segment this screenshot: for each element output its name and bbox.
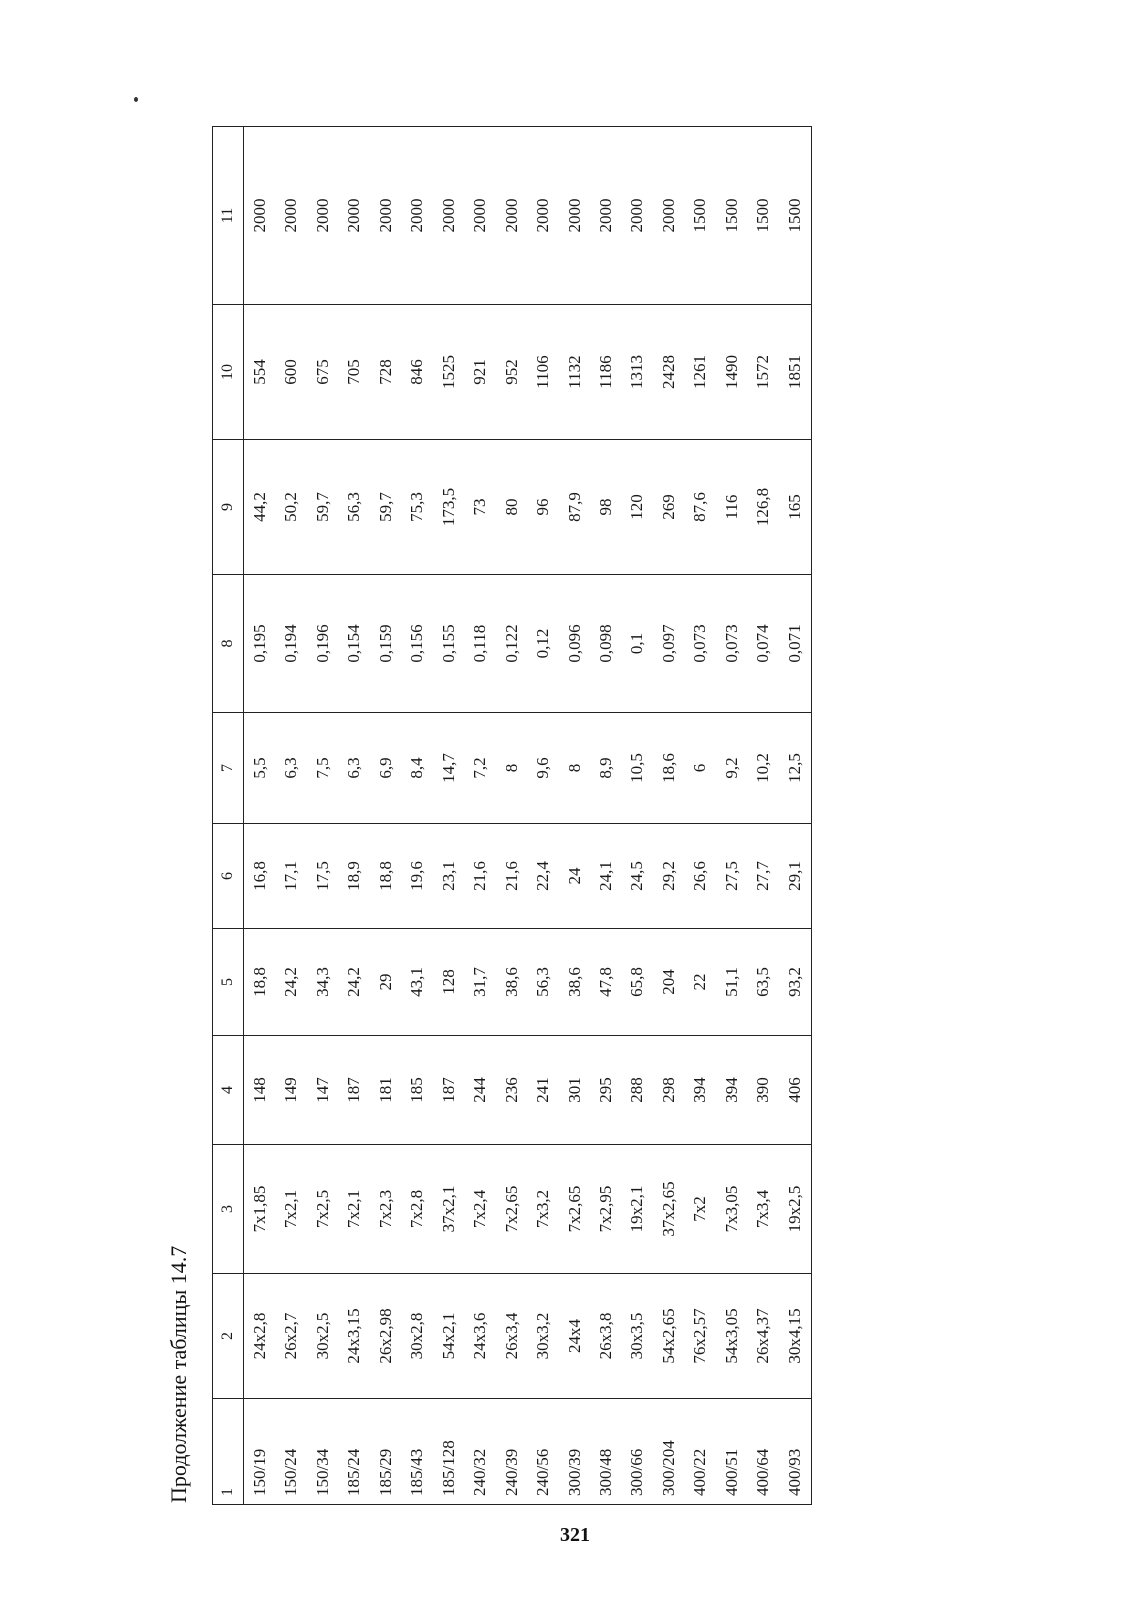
table-row [590, 127, 621, 1505]
table-cell: 27,7 [748, 824, 779, 929]
table-cell: 38,6 [559, 929, 590, 1036]
table-cell: 0,073 [716, 575, 747, 713]
table-cell: 2000 [339, 127, 370, 305]
table-cell: 600 [276, 305, 307, 440]
table-cell: 6,3 [276, 713, 307, 824]
table-cell: 27,5 [716, 824, 747, 929]
table-cell: 6,3 [339, 713, 370, 824]
table-cell: 0,071 [779, 575, 812, 713]
table-cell: 241 [527, 1036, 558, 1145]
table-cell: 7x2,1 [276, 1145, 307, 1274]
table-cell: 150/19 [244, 1399, 276, 1505]
table-cell: 24,2 [339, 929, 370, 1036]
table-cell: 187 [339, 1036, 370, 1145]
table-cell: 2000 [244, 127, 276, 305]
table-cell: 17,5 [307, 824, 338, 929]
table-cell: 96 [527, 440, 558, 575]
table-cell: 0,195 [244, 575, 276, 713]
table-cell: 14,7 [433, 713, 464, 824]
table-cell: 7x2,65 [496, 1145, 527, 1274]
column-header-10: 10 [213, 305, 244, 440]
table-cell: 1490 [716, 305, 747, 440]
table-row [685, 127, 716, 1505]
table-cell: 921 [464, 305, 495, 440]
table-cell: 0,196 [307, 575, 338, 713]
table-cell: 19,6 [402, 824, 433, 929]
table-cell: 12,5 [779, 713, 812, 824]
table-row [653, 127, 684, 1505]
table-cell: 236 [496, 1036, 527, 1145]
table-cell: 400/22 [685, 1399, 716, 1505]
table-row [716, 127, 747, 1505]
table-cell: 300/48 [590, 1399, 621, 1505]
table-cell: 29,2 [653, 824, 684, 929]
table-cell: 7x2,95 [590, 1145, 621, 1274]
table-cell: 300/66 [622, 1399, 653, 1505]
table-cell: 173,5 [433, 440, 464, 575]
table-cell: 2000 [370, 127, 401, 305]
table-cell: 952 [496, 305, 527, 440]
column-header-4: 4 [213, 1036, 244, 1145]
table-cell: 51,1 [716, 929, 747, 1036]
table-cell: 9,2 [716, 713, 747, 824]
table-cell: 24,2 [276, 929, 307, 1036]
table-cell: 6,9 [370, 713, 401, 824]
table-cell: 1261 [685, 305, 716, 440]
table-cell: 126,8 [748, 440, 779, 575]
table-cell: 30x3,5 [622, 1274, 653, 1399]
table-cell: 73 [464, 440, 495, 575]
column-header-7: 7 [213, 713, 244, 824]
table-cell: 31,7 [464, 929, 495, 1036]
table-cell: 149 [276, 1036, 307, 1145]
table-cell: 37x2,65 [653, 1145, 684, 1274]
table-cell: 22 [685, 929, 716, 1036]
table-cell: 2000 [653, 127, 684, 305]
table-cell: 17,1 [276, 824, 307, 929]
table-cell: 2000 [276, 127, 307, 305]
table-cell: 37x2,1 [433, 1145, 464, 1274]
table-cell: 394 [716, 1036, 747, 1145]
table-cell: 26x3,4 [496, 1274, 527, 1399]
header-row [213, 127, 244, 1505]
table-cell: 26x2,7 [276, 1274, 307, 1399]
table-cell: 0,097 [653, 575, 684, 713]
table-cell: 10,2 [748, 713, 779, 824]
table-cell: 400/93 [779, 1399, 812, 1505]
table-cell: 390 [748, 1036, 779, 1145]
table-cell: 7x3,2 [527, 1145, 558, 1274]
table-cell: 150/34 [307, 1399, 338, 1505]
table-cell: 7x2,5 [307, 1145, 338, 1274]
table-cell: 2000 [496, 127, 527, 305]
table-cell: 0,159 [370, 575, 401, 713]
table-cell: 7x2,1 [339, 1145, 370, 1274]
table-cell: 7x3,4 [748, 1145, 779, 1274]
table-cell: 269 [653, 440, 684, 575]
table-cell: 0,118 [464, 575, 495, 713]
table-cell: 43,1 [402, 929, 433, 1036]
table-cell: 185/128 [433, 1399, 464, 1505]
table-cell: 29,1 [779, 824, 812, 929]
table-cell: 24,1 [590, 824, 621, 929]
table-row [402, 127, 433, 1505]
table-cell: 7,5 [307, 713, 338, 824]
table-cell: 18,6 [653, 713, 684, 824]
table-cell: 244 [464, 1036, 495, 1145]
table-cell: 2000 [590, 127, 621, 305]
table-cell: 288 [622, 1036, 653, 1145]
table-cell: 554 [244, 305, 276, 440]
table-cell: 38,6 [496, 929, 527, 1036]
column-header-2: 2 [213, 1274, 244, 1399]
table-cell: 7,2 [464, 713, 495, 824]
table-cell: 6 [685, 713, 716, 824]
table-cell: 7x2,4 [464, 1145, 495, 1274]
table-cell: 240/32 [464, 1399, 495, 1505]
table-cell: 24 [559, 824, 590, 929]
table-row [622, 127, 653, 1505]
column-header-11: 11 [213, 127, 244, 305]
column-header-6: 6 [213, 824, 244, 929]
column-header-1: 1 [213, 1399, 244, 1505]
table-cell: 47,8 [590, 929, 621, 1036]
table-cell: 1500 [685, 127, 716, 305]
table-cell: 1313 [622, 305, 653, 440]
table-cell: 7x2,8 [402, 1145, 433, 1274]
table-cell: 56,3 [339, 440, 370, 575]
table-cell: 8,9 [590, 713, 621, 824]
table-body [244, 127, 812, 1505]
table-cell: 181 [370, 1036, 401, 1145]
table-cell: 56,3 [527, 929, 558, 1036]
table-row [276, 127, 307, 1505]
table-cell: 10,5 [622, 713, 653, 824]
table-cell: 300/204 [653, 1399, 684, 1505]
table-cell: 2000 [402, 127, 433, 305]
page-number: 321 [560, 1524, 590, 1546]
table-cell: 1500 [748, 127, 779, 305]
table-cell: 400/51 [716, 1399, 747, 1505]
table-cell: 0,098 [590, 575, 621, 713]
table-cell: 2000 [307, 127, 338, 305]
table-cell: 50,2 [276, 440, 307, 575]
table-cell: 26x2,98 [370, 1274, 401, 1399]
table-cell: 7x2,3 [370, 1145, 401, 1274]
table-cell: 7x2,65 [559, 1145, 590, 1274]
table-cell: 0,073 [685, 575, 716, 713]
table-cell: 2000 [622, 127, 653, 305]
table-cell: 24x4 [559, 1274, 590, 1399]
data-table [212, 126, 812, 1505]
table-cell: 26x3,8 [590, 1274, 621, 1399]
table-cell: 19x2,1 [622, 1145, 653, 1274]
table-cell: 29 [370, 929, 401, 1036]
table-row [433, 127, 464, 1505]
table-row [464, 127, 495, 1505]
table-cell: 24x2,8 [244, 1274, 276, 1399]
table-cell: 675 [307, 305, 338, 440]
table-row [244, 127, 276, 1505]
table-cell: 21,6 [496, 824, 527, 929]
table-cell: 59,7 [370, 440, 401, 575]
table-cell: 120 [622, 440, 653, 575]
table-cell: 187 [433, 1036, 464, 1145]
table-cell: 24x3,15 [339, 1274, 370, 1399]
table-cell: 34,3 [307, 929, 338, 1036]
table-cell: 24,5 [622, 824, 653, 929]
table-cell: 295 [590, 1036, 621, 1145]
table-cell: 240/39 [496, 1399, 527, 1505]
column-header-3: 3 [213, 1145, 244, 1274]
table-cell: 0,194 [276, 575, 307, 713]
table-cell: 301 [559, 1036, 590, 1145]
table-cell: 65,8 [622, 929, 653, 1036]
table-cell: 846 [402, 305, 433, 440]
table-cell: 54x3,05 [716, 1274, 747, 1399]
table-cell: 116 [716, 440, 747, 575]
table-cell: 7x3,05 [716, 1145, 747, 1274]
table-cell: 1132 [559, 305, 590, 440]
table-cell: 0,096 [559, 575, 590, 713]
table-cell: 185/29 [370, 1399, 401, 1505]
table-caption: Продолжение таблицы 14.7 [166, 1245, 191, 1503]
table-cell: 0,12 [527, 575, 558, 713]
table-cell: 150/24 [276, 1399, 307, 1505]
table-cell: 300/39 [559, 1399, 590, 1505]
table-cell: 406 [779, 1036, 812, 1145]
table-row [559, 127, 590, 1505]
table-cell: 7x2 [685, 1145, 716, 1274]
table-cell: 21,6 [464, 824, 495, 929]
table-cell: 2000 [464, 127, 495, 305]
table-cell: 204 [653, 929, 684, 1036]
table-cell: 24x3,6 [464, 1274, 495, 1399]
table-cell: 5,5 [244, 713, 276, 824]
table-cell: 148 [244, 1036, 276, 1145]
table-cell: 87,9 [559, 440, 590, 575]
column-header-9: 9 [213, 440, 244, 575]
table-cell: 1186 [590, 305, 621, 440]
table-cell: 9,6 [527, 713, 558, 824]
table-cell: 1500 [779, 127, 812, 305]
table-cell: 30x3,2 [527, 1274, 558, 1399]
table-cell: 2000 [433, 127, 464, 305]
table-cell: 54x2,65 [653, 1274, 684, 1399]
table-cell: 0,122 [496, 575, 527, 713]
table-cell: 240/56 [527, 1399, 558, 1505]
column-header-5: 5 [213, 929, 244, 1036]
table-cell: 0,154 [339, 575, 370, 713]
table-cell: 400/64 [748, 1399, 779, 1505]
table-cell: 128 [433, 929, 464, 1036]
table-row [527, 127, 558, 1505]
table-row [370, 127, 401, 1505]
table-cell: 1525 [433, 305, 464, 440]
table-cell: 18,8 [244, 929, 276, 1036]
table-cell: 63,5 [748, 929, 779, 1036]
table-cell: 0,1 [622, 575, 653, 713]
table-cell: 8,4 [402, 713, 433, 824]
table-cell: 0,156 [402, 575, 433, 713]
table-cell: 298 [653, 1036, 684, 1145]
column-header-8: 8 [213, 575, 244, 713]
table-cell: 30x2,8 [402, 1274, 433, 1399]
table-cell: 93,2 [779, 929, 812, 1036]
table-cell: 30x2,5 [307, 1274, 338, 1399]
table-cell: 8 [559, 713, 590, 824]
table-cell: 59,7 [307, 440, 338, 575]
table-cell: 185 [402, 1036, 433, 1145]
table-row [307, 127, 338, 1505]
table-cell: 16,8 [244, 824, 276, 929]
table-cell: 26,6 [685, 824, 716, 929]
table-cell: 0,155 [433, 575, 464, 713]
table-row [779, 127, 812, 1505]
table-cell: 185/43 [402, 1399, 433, 1505]
table-cell: 394 [685, 1036, 716, 1145]
table-cell: 1500 [716, 127, 747, 305]
table-cell: 1851 [779, 305, 812, 440]
table-row [496, 127, 527, 1505]
table-cell: 1106 [527, 305, 558, 440]
table-cell: 705 [339, 305, 370, 440]
table-cell: 185/24 [339, 1399, 370, 1505]
table-cell: 54x2,1 [433, 1274, 464, 1399]
table-cell: 19x2,5 [779, 1145, 812, 1274]
table-cell: 26x4,37 [748, 1274, 779, 1399]
table-row [339, 127, 370, 1505]
table-cell: 2000 [527, 127, 558, 305]
table-cell: 0,074 [748, 575, 779, 713]
table-cell: 30x4,15 [779, 1274, 812, 1399]
table-cell: 98 [590, 440, 621, 575]
table-cell: 18,9 [339, 824, 370, 929]
table-cell: 728 [370, 305, 401, 440]
scan-speck [134, 97, 138, 102]
table-cell: 23,1 [433, 824, 464, 929]
table-cell: 147 [307, 1036, 338, 1145]
table-cell: 18,8 [370, 824, 401, 929]
table-cell: 2000 [559, 127, 590, 305]
table-cell: 165 [779, 440, 812, 575]
table-cell: 87,6 [685, 440, 716, 575]
table-cell: 22,4 [527, 824, 558, 929]
table-cell: 76x2,57 [685, 1274, 716, 1399]
table-cell: 7x1,85 [244, 1145, 276, 1274]
table-cell: 8 [496, 713, 527, 824]
table-cell: 75,3 [402, 440, 433, 575]
table-cell: 44,2 [244, 440, 276, 575]
table-cell: 80 [496, 440, 527, 575]
table-row [748, 127, 779, 1505]
table-cell: 2428 [653, 305, 684, 440]
table-cell: 1572 [748, 305, 779, 440]
